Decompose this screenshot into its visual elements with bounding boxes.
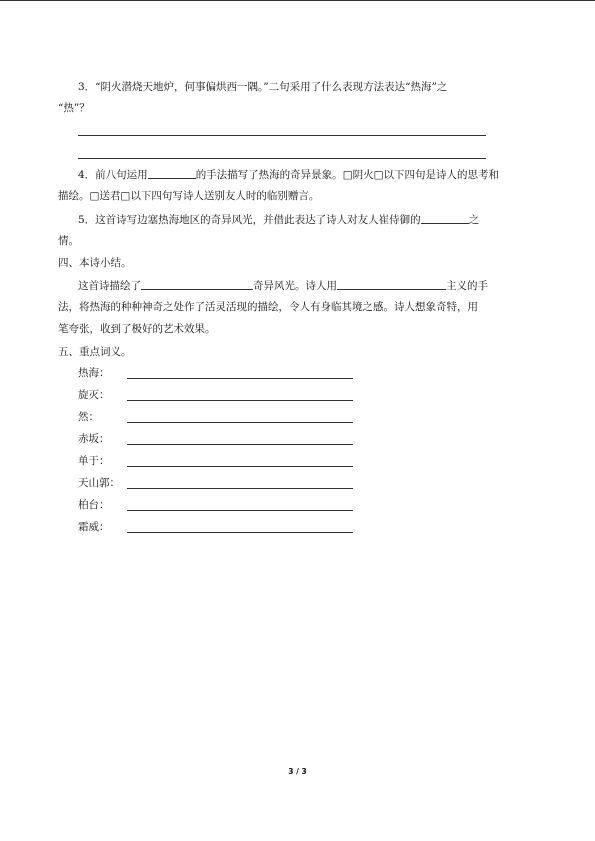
s4-text-c: 主义的手 <box>446 280 488 292</box>
section-4-line-3: 笔夸张，收到了极好的艺术效果。 <box>58 323 216 335</box>
q4-line-1 <box>78 167 499 182</box>
section-5-heading: 五、重点词义。 <box>58 346 132 358</box>
term-label: 单于： <box>78 455 110 467</box>
q4-text-a: 4．前八句运用 <box>78 169 148 181</box>
term-answer-line[interactable] <box>127 422 353 423</box>
q3-answer-line-2[interactable] <box>78 158 486 159</box>
term-label: 然： <box>78 411 99 423</box>
q4-line2-a: 描绘。 <box>58 190 90 202</box>
q4-blank[interactable] <box>148 167 196 179</box>
term-answer-line[interactable] <box>127 532 353 533</box>
header-rule <box>0 0 595 1</box>
q5-blank[interactable] <box>421 212 469 224</box>
q3-line-2: “热”？ <box>58 102 90 114</box>
q4-text-b: 的手法描写了热海的奇异景象。 <box>195 169 343 181</box>
s4-blank-2[interactable] <box>337 278 446 290</box>
term-label: 柏台： <box>78 499 110 511</box>
q5-line-2: 情。 <box>58 235 79 247</box>
section-4-line-2: 法，将热海的种种神奇之处作了活灵活现的描绘，令人有身临其境之感。诗人想象奇特，用 <box>58 301 478 313</box>
term-answer-line[interactable] <box>127 466 353 467</box>
q4-line2-c: 以下四句写诗人送别友人时的临别赠言。 <box>130 190 320 202</box>
term-label: 热海： <box>78 367 110 379</box>
missing-glyph-box: □ <box>89 190 100 202</box>
q4-line-2 <box>58 189 319 203</box>
q5-line-1 <box>78 212 479 227</box>
term-label: 霜威： <box>78 521 110 533</box>
term-label: 天山郭： <box>78 477 120 489</box>
q5-text-b: 之 <box>468 214 480 226</box>
term-answer-line[interactable] <box>127 510 353 511</box>
term-answer-line[interactable] <box>127 378 353 379</box>
s4-blank-1[interactable] <box>141 278 253 290</box>
q4-text-c: 阴火 <box>352 169 374 181</box>
term-label: 赤坂： <box>78 433 110 445</box>
q4-text-d: 以下四句是诗人的思考和 <box>383 169 500 181</box>
q3-line-1: 3．“阴火潜烧天地炉，何事偏烘西一隅。”二句采用了什么表现方法表达“热海”之 <box>78 81 448 93</box>
term-label: 旋灭： <box>78 389 110 401</box>
s4-text-a: 这首诗描绘了 <box>78 280 141 292</box>
s4-text-b: 奇异风光。诗人用 <box>253 280 337 292</box>
section-4-line-1 <box>78 278 488 293</box>
q3-answer-line-1[interactable] <box>78 135 486 136</box>
missing-glyph-box: □ <box>342 169 353 181</box>
q5-text-a: 5．这首诗写边塞热海地区的奇异风光，并借此表达了诗人对友人崔侍御的 <box>78 214 421 226</box>
page-number: 3 / 3 <box>288 767 307 776</box>
term-answer-line[interactable] <box>127 400 353 401</box>
term-answer-line[interactable] <box>127 488 353 489</box>
missing-glyph-box: □ <box>120 190 131 202</box>
term-answer-line[interactable] <box>127 444 353 445</box>
q4-line2-b: 送君 <box>99 190 121 202</box>
missing-glyph-box: □ <box>373 169 384 181</box>
section-4-heading: 四、本诗小结。 <box>58 257 132 269</box>
